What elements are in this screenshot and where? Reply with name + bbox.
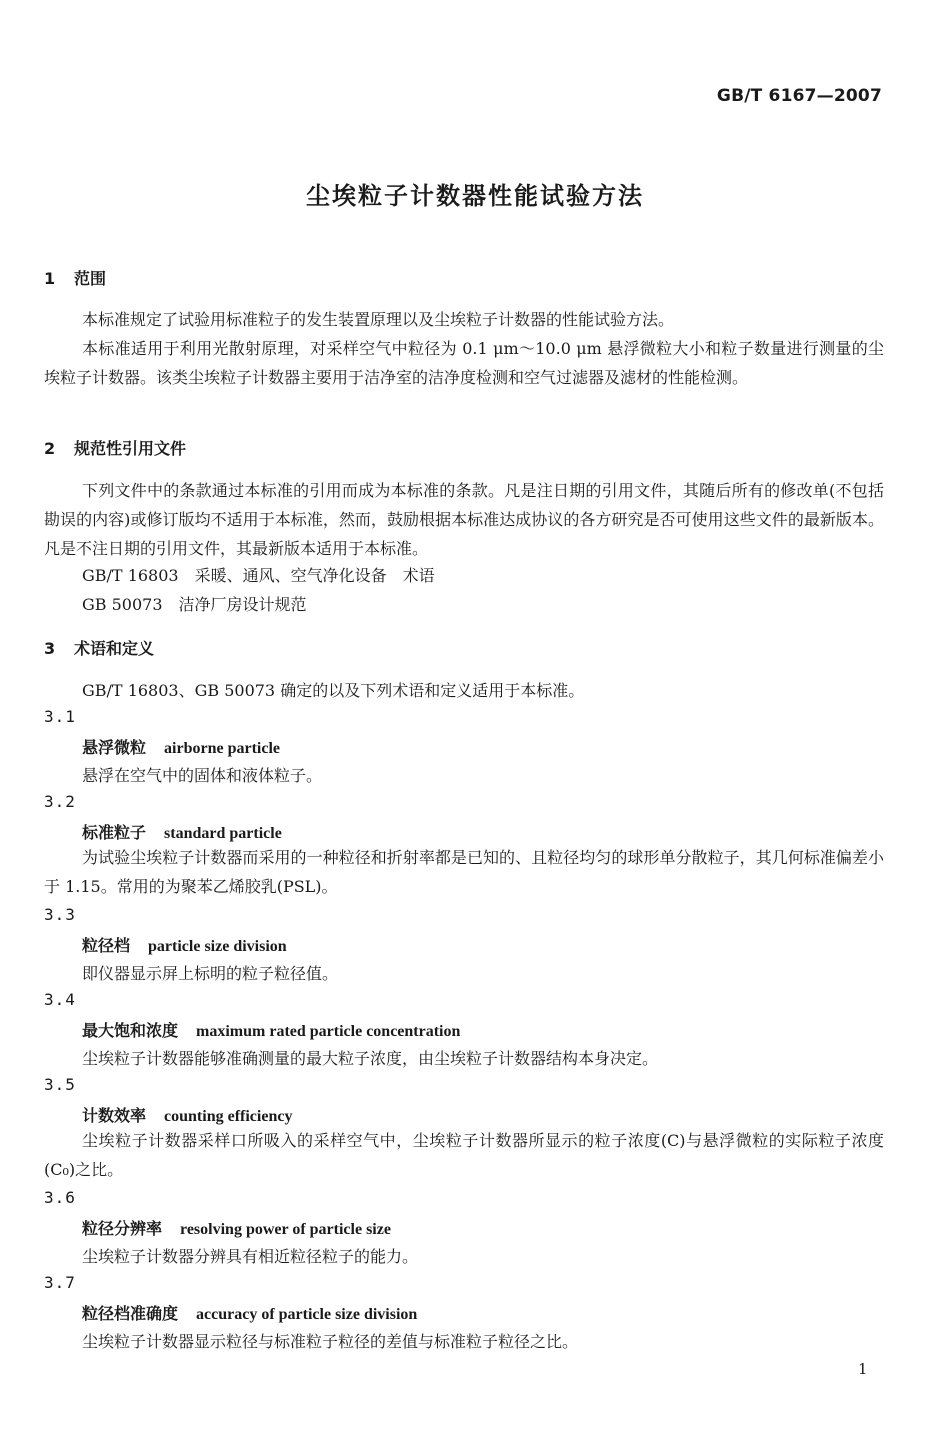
term-number: 3.4 xyxy=(44,990,76,1009)
term-heading xyxy=(82,820,282,843)
paragraph: 本标准适用于利用光散射原理，对采样空气中粒径为 0.1 μm～10.0 μm 悬浮微粒大小和粒子数量进行测量的尘埃粒子计数器。该类尘埃粒子计数器主要用于洁净室的洁净度检测和空气过滤器及滤材的性能检测。 xyxy=(44,339,884,387)
reference-name: 采暖、通风、空气净化设备 术语 xyxy=(194,566,435,585)
term-heading xyxy=(82,1216,391,1239)
term-number: 3.2 xyxy=(44,792,76,811)
term-zh: 粒径档 xyxy=(82,936,131,955)
term-zh: 粒径分辨率 xyxy=(82,1219,163,1238)
term-definition: 尘埃粒子计数器能够准确测量的最大粒子浓度，由尘埃粒子计数器结构本身决定。 xyxy=(82,1049,659,1068)
term-zh: 粒径档准确度 xyxy=(82,1304,179,1323)
term-definition: 即仪器显示屏上标明的粒子粒径值。 xyxy=(82,964,339,983)
term-number: 3.5 xyxy=(44,1075,76,1094)
section-heading-terms xyxy=(44,636,154,659)
page-number: 1 xyxy=(858,1360,868,1378)
term-en: resolving power of particle size xyxy=(180,1221,391,1238)
term-definition: 尘埃粒子计数器采样口所吸入的采样空气中，尘埃粒子计数器所显示的粒子浓度(C)与悬浮微粒的实际粒子浓度(C₀)之比。 xyxy=(44,1131,884,1179)
terms-intro: GB/T 16803、GB 50073 确定的以及下列术语和定义适用于本标准。 xyxy=(82,681,585,700)
term-number: 3.1 xyxy=(44,707,76,726)
term-zh: 最大饱和浓度 xyxy=(82,1021,179,1040)
term-zh: 悬浮微粒 xyxy=(82,738,147,757)
paragraph: 下列文件中的条款通过本标准的引用而成为本标准的条款。凡是注日期的引用文件，其随后所有的修改单(不包括勘误的内容)或修订版均不适用于本标准，然而，鼓励根据本标准达成协议的各方研究是否可使用这些文件的最新版本。凡是不注日期的引用文件，其最新版本适用于本标准。 xyxy=(44,481,884,558)
term-en: maximum rated particle concentration xyxy=(196,1023,461,1040)
term-definition: 尘埃粒子计数器显示粒径与标准粒子粒径的差值与标准粒子粒径之比。 xyxy=(82,1332,579,1351)
term-heading xyxy=(82,933,287,956)
term-heading xyxy=(82,1103,292,1126)
section-heading-scope xyxy=(44,266,106,289)
term-definition: 为试验尘埃粒子计数器而采用的一种粒径和折射率都是已知的、且粒径均匀的球形单分散粒子，其几何标准偏差小于 1.15。常用的为聚苯乙烯胶乳(PSL)。 xyxy=(44,848,884,896)
term-number: 3.3 xyxy=(44,905,76,924)
section-title: 范围 xyxy=(74,269,107,288)
section-number: 2 xyxy=(44,439,56,458)
term-en: counting efficiency xyxy=(164,1108,293,1125)
term-definition: 悬浮在空气中的固体和液体粒子。 xyxy=(82,766,323,785)
term-number: 3.7 xyxy=(44,1273,76,1292)
reference-item xyxy=(82,563,435,586)
term-zh: 计数效率 xyxy=(82,1106,147,1125)
reference-item xyxy=(82,592,307,615)
section-number: 3 xyxy=(44,639,56,658)
term-en: standard particle xyxy=(164,825,282,842)
term-heading xyxy=(82,1018,460,1041)
reference-name: 洁净厂房设计规范 xyxy=(178,595,307,614)
term-en: accuracy of particle size division xyxy=(196,1306,418,1323)
section-number: 1 xyxy=(44,269,56,288)
term-en: particle size division xyxy=(148,938,287,955)
document-title: 尘埃粒子计数器性能试验方法 xyxy=(306,182,644,210)
term-heading xyxy=(82,735,280,758)
section-heading-normative-references xyxy=(44,436,186,459)
term-heading xyxy=(82,1301,417,1324)
reference-code: GB/T 16803 xyxy=(82,566,179,585)
term-zh: 标准粒子 xyxy=(82,823,147,842)
paragraph: 本标准规定了试验用标准粒子的发生装置原理以及尘埃粒子计数器的性能试验方法。 xyxy=(82,310,675,329)
term-en: airborne particle xyxy=(164,740,280,757)
section-title: 术语和定义 xyxy=(74,639,155,658)
reference-code: GB 50073 xyxy=(82,595,163,614)
term-definition: 尘埃粒子计数器分辨具有相近粒径粒子的能力。 xyxy=(82,1247,419,1266)
term-number: 3.6 xyxy=(44,1188,76,1207)
standard-number: GB/T 6167—2007 xyxy=(716,86,882,106)
section-title: 规范性引用文件 xyxy=(74,439,187,458)
